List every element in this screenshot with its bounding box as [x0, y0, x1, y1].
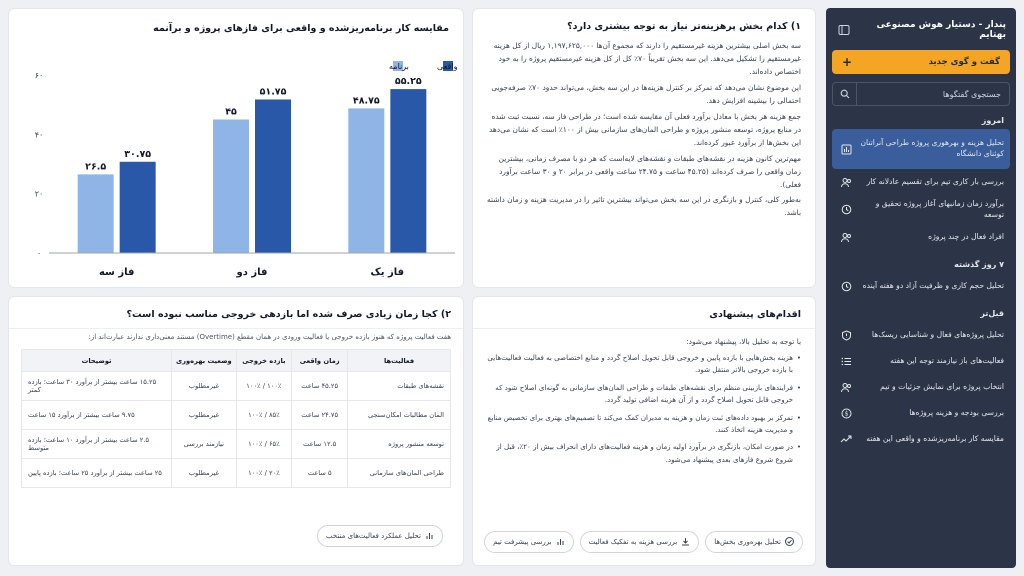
- bar-chart-icon: [425, 531, 434, 542]
- chat-item-label: انتخاب پروژه برای نمایش جزئیات و تیم: [880, 381, 1004, 391]
- app-title: پندار - دستیار هوش مصنوعی بهتایم: [876, 20, 1006, 40]
- cell-activity: نقشه‌های طبقات: [348, 372, 451, 401]
- cell-activity: توسعه منشور پروژه: [348, 430, 451, 459]
- svg-text:$: $: [844, 410, 848, 418]
- actions-title: اقدام‌های پیشنهادی: [709, 309, 801, 320]
- data-label: ۳۰.۷۵: [124, 148, 152, 160]
- chat-item-label: بررسی بودجه و هزینه پروژه‌ها: [909, 407, 1004, 417]
- table-note: هفت فعالیت پروژه که هنوز بازده خروجی یا فعالیت ورودی در همان مقطع (Overtime) مستند معنی‌داری ندارند عبارت‌اند از:: [88, 333, 451, 341]
- cell-output: ۶۵٪ / ۱۰۰٪: [236, 430, 292, 459]
- chat-item-project-select[interactable]: [832, 374, 1010, 400]
- col-notes: توضیحات: [22, 350, 172, 372]
- chat-item-active-people[interactable]: [832, 224, 1010, 250]
- cell-time: ۴۵.۲۵ ساعت: [292, 372, 348, 401]
- answer-card: [472, 8, 816, 288]
- chat-item-label: تحلیل پروژه‌های فعال و شناسایی ریسک‌ها: [871, 329, 1004, 339]
- cell-time: ۵ ساعت: [292, 459, 348, 488]
- table-row: [22, 430, 451, 459]
- table-row: [22, 372, 451, 401]
- efficiency-analysis-button[interactable]: [705, 531, 803, 553]
- new-chat-button[interactable]: [832, 50, 1010, 74]
- chart-title: مقایسه کار برنامه‌ریزشده و واقعی برای فازهای پروژه و برآنمه: [153, 23, 449, 34]
- users-icon: [838, 232, 854, 243]
- cell-status: نیازمند بررسی: [172, 430, 236, 459]
- new-chat-label: گفت و گوی جدید: [928, 57, 1000, 67]
- section-today: امروز: [981, 116, 1004, 125]
- data-label: ۴۸.۷۵: [352, 95, 380, 107]
- actions-list: [487, 352, 801, 466]
- chat-item-risks[interactable]: [832, 322, 1010, 348]
- action-item: • فرایندهای بازبینی منظم برای نقشه‌های طبقات و طراحی المان‌های سازمانی به گونه‌ای اصلاح شود که خروجی قابل تحویل اصلاح گردد و از آن هزینه اضافی تولید گردد.: [487, 382, 801, 407]
- col-efficiency: وضعیت بهره‌وری: [172, 350, 236, 372]
- cell-status: غیرمطلوب: [172, 401, 236, 430]
- cost-by-activity-button[interactable]: [580, 531, 700, 553]
- y-tick-label: ۴۰: [34, 130, 44, 140]
- activity-performance-button[interactable]: [317, 525, 443, 547]
- table-row: [22, 459, 451, 488]
- cell-output: ۸۵٪ / ۱۰۰٪: [236, 401, 292, 430]
- users-icon: [838, 382, 854, 393]
- x-tick-label: فاز یک: [370, 267, 405, 278]
- cell-output: ۱۰۰٪ / ۱۰۰٪: [236, 372, 292, 401]
- sidebar-toggle-icon[interactable]: [836, 22, 852, 38]
- search-box: [832, 82, 1010, 106]
- x-tick-label: فاز دو: [236, 267, 268, 278]
- cell-time: ۱۲.۵ ساعت: [292, 430, 348, 459]
- search-input[interactable]: [871, 90, 1001, 99]
- action-item: • در صورت امکان، بازنگری در برآورد اولیه زمان و هزینه فعالیت‌های دارای انحراف بیش از ۲۰٪، قبل از شروع شروع فازهای بعدی پیشنهاد می‌شود.: [487, 441, 801, 466]
- clock-icon: [838, 204, 854, 215]
- answer-paragraph: سه بخش اصلی بیشترین هزینه غیرمستقیم را دارند که مجموع آن‌ها ۱,۱۹۷,۶۲۵,۰۰۰ ریال از کل هزینه غیرمستقیم را تشکیل می‌دهد. این سه بخش تقریباً ۷۰٪ کل از کل هزینه غیرمستقیم پروژه را به خود اختصاص داده‌اند.: [493, 41, 801, 76]
- list-icon: [838, 356, 854, 367]
- team-progress-button[interactable]: [484, 531, 573, 553]
- dollar-icon: [838, 408, 854, 419]
- cell-activity: طراحی المان‌های سازمانی: [348, 459, 451, 488]
- data-label: ۵۱.۷۵: [259, 86, 287, 98]
- users-icon: [838, 177, 854, 188]
- answer-paragraph: مهم‌ترین کانون هزینه در نقشه‌های طبقات و نقشه‌های لایه‌است که هر دو با مصرف زمانی، بیشترین زمان واقعی را صرف کرده‌اند (۴۵.۲۵ ساعت و ۲۴.۷۵ ساعت واقعی در برابر ۲۰ و ۳۰ ساعت برآورد فعلی).: [498, 153, 801, 189]
- chat-item-label: تحلیل هزینه و بهرهوری پروژه طراحی آنراتنان کوئنای دانشگاه: [860, 138, 1004, 158]
- cell-time: ۲۴.۷۵ ساعت: [292, 401, 348, 430]
- chat-item-cost-analysis[interactable]: [832, 129, 1010, 169]
- trend-icon: [838, 434, 854, 444]
- button-label: تحلیل بهره‌وری بخش‌ها: [714, 538, 781, 546]
- bar-chart: [9, 9, 465, 289]
- chat-item-capacity[interactable]: [832, 273, 1010, 299]
- answer-paragraph: جمع هزینه هر بخش با معادل برآورد فعلی آن مقایسه شده است؛ در طراحی فاز سه، نسبت ثبت شده در منابع پروژه، توسعه منشور پروژه و طراحی المان‌های سازمانی بیش از ۱۰۰٪ است که نشان می‌دهد این بخش‌ها از برآورد عبور کرده‌اند.: [489, 111, 801, 147]
- chat-item-planned-vs-actual[interactable]: [832, 426, 1010, 452]
- cell-status: غیرمطلوب: [172, 372, 236, 401]
- x-tick-label: فاز سه: [98, 267, 135, 278]
- action-item: • تمرکز بر بهبود داده‌های ثبت زمان و هزینه به مدیران کمک می‌کند تا تصمیم‌های بهتری برای تخصیص منابع و مدیریت هزینه اتخاذ کنند.: [487, 412, 801, 437]
- chat-item-label: افراد فعال در چند پروژه: [928, 231, 1004, 241]
- search-icon[interactable]: [833, 83, 857, 105]
- bar-planned: [348, 108, 384, 253]
- alert-icon: [838, 330, 854, 341]
- chat-item-label: فعالیت‌های باز نیازمند توجه این هفته: [890, 355, 1004, 365]
- cell-notes: ۲.۵ ساعت بیشتر از برآورد ۱۰ ساعت؛ بازده متوسط: [22, 430, 172, 459]
- y-tick-label: ۰: [36, 249, 42, 258]
- download-icon: [681, 537, 690, 548]
- actions-intro: با توجه به تحلیل بالا، پیشنهاد می‌شود:: [686, 337, 801, 346]
- cell-output: ۲۰٪ / ۱۰۰٪: [236, 459, 292, 488]
- data-label: ۵۵.۲۵: [394, 76, 422, 88]
- bar-planned: [78, 174, 114, 253]
- button-label: بررسی هزینه به تفکیک فعالیت: [588, 538, 678, 546]
- sidebar: [826, 8, 1016, 568]
- y-tick-label: ۶۰: [34, 71, 44, 80]
- section-older: قبل‌تر: [980, 309, 1004, 319]
- chat-item-label: مقایسه کار برنامه‌ریزشده و واقعی این هفته: [866, 433, 1004, 443]
- button-label: بررسی پیشرفت تیم: [493, 538, 552, 546]
- bar-chart-icon: [838, 144, 854, 155]
- table-title: ۲) کجا زمان زیادی صرف شده اما بازدهی خروجی مناسب نبوده است؟: [126, 309, 451, 320]
- cell-activity: المان مطالبات امکان‌سنجی: [348, 401, 451, 430]
- chat-item-workload[interactable]: [832, 169, 1010, 195]
- chat-item-label: بررسی بار کاری تیم برای تقسیم عادلانه کار: [866, 176, 1004, 186]
- table-card: [8, 296, 464, 566]
- legend-label-actual: واقعی: [437, 62, 458, 71]
- action-item: • هزینه بخش‌هایی با بازده پایین و خروجی قابل تحویل اصلاح گردد و منابع اختصاصی به فعالیت فعالیت‌هایی با بازده خروجی بالاتر منتقل شود.: [487, 352, 801, 377]
- answer-title: ۱) کدام بخش پرهزینه‌تر نیاز به توجه بیشتری دارد؟: [567, 21, 801, 32]
- col-output: بازده خروجی: [236, 350, 292, 372]
- data-label: ۲۶.۵: [85, 161, 107, 173]
- answer-paragraph: به‌طور کلی، کنترل و بازنگری در این سه بخش می‌تواند بیشترین تاثیر را در مدیریت هزینه و زمان داشته باشد.: [487, 195, 801, 218]
- cell-notes: ۲۵ ساعت بیشتر از برآورد ۲۵ ساعت؛ بازده پایین: [22, 459, 172, 488]
- plus-icon: +: [842, 55, 853, 69]
- col-actual-time: زمان واقعی: [292, 350, 348, 372]
- table-header-row: [22, 350, 451, 372]
- legend-label-planned: برنامه: [389, 62, 409, 71]
- chat-item-label: تحلیل حجم کاری و ظرفیت آزاد دو هفته آینده: [862, 280, 1004, 290]
- chart-card: [8, 8, 464, 288]
- cell-notes: ۹.۷۵ ساعت بیشتر از برآورد ۱۵ ساعت: [22, 401, 172, 430]
- activities-table: [21, 349, 451, 488]
- cell-notes: ۱۵.۲۵ ساعت بیشتر از برآورد ۳۰ ساعت؛ بازده کمتر: [22, 372, 172, 401]
- chat-item-label: برآورد زمان زمانبهای آغاز پروژه تحقیق و توسعه: [875, 199, 1004, 219]
- bar-planned: [213, 120, 249, 254]
- cell-status: غیرمطلوب: [172, 459, 236, 488]
- bar-actual: [255, 99, 291, 253]
- bar-chart-icon: [556, 537, 565, 548]
- check-icon: [785, 537, 794, 548]
- chat-item-budget[interactable]: [832, 400, 1010, 426]
- section-last-7-days: ۷ روز گذشته: [954, 260, 1004, 270]
- col-activity: فعالیت‌ها: [348, 350, 451, 372]
- chat-item-open-tasks[interactable]: [832, 348, 1010, 374]
- button-label: تحلیل عملکرد فعالیت‌های منتخب: [326, 532, 421, 540]
- actions-card: [472, 296, 816, 566]
- bar-actual: [120, 162, 156, 253]
- data-label: ۴۵: [225, 106, 237, 118]
- y-tick-label: ۲۰: [34, 189, 44, 199]
- clock-icon: [838, 281, 854, 292]
- bar-actual: [390, 89, 426, 253]
- chat-item-time-estimate[interactable]: [832, 195, 1010, 224]
- sidebar-header: [832, 16, 1010, 44]
- suggestion-buttons: [485, 531, 803, 553]
- table-row: [22, 401, 451, 430]
- answer-paragraph: این موضوع نشان می‌دهد که تمرکز بر کنترل هزینه‌ها در این سه بخش، می‌تواند حدود ۷۰٪ صرفه‌جویی احتمالی را بیشینه افزایش دهد.: [491, 82, 801, 105]
